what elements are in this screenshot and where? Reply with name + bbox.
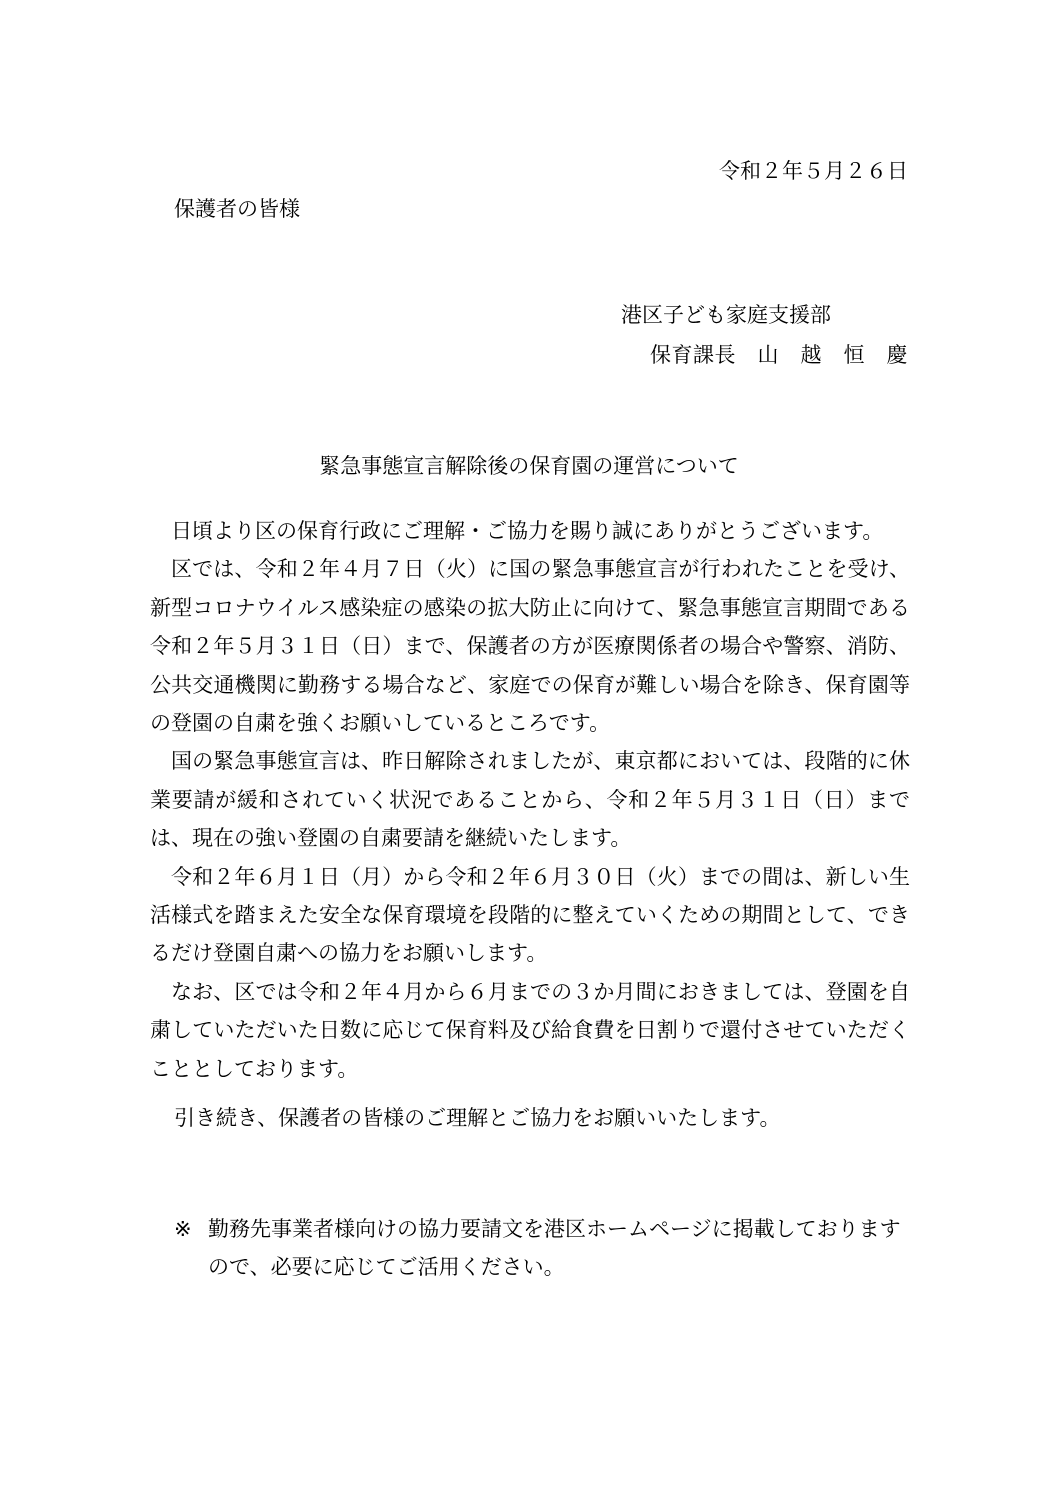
body-paragraph: 日頃より区の保育行政にご理解・ご協力を賜り誠にありがとうございます。: [171, 519, 884, 543]
body-paragraph: 国の緊急事態宣言は、昨日解除されましたが、東京都においては、段階的に休業要請が緩和されていく状況であることから、令和２年５月３１日（日）までは、現在の強い登園の自粛要請を継続いたします。: [150, 749, 910, 851]
body-paragraph: 区では、令和２年４月７日（火）に国の緊急事態宣言が行われたことを受け、新型コロナウイルス感染症の感染の拡大防止に向けて、緊急事態宣言期間である令和２年５月３１日（日）まで、保護者の方が医療関係者の場合や警察、消防、公共交通機関に勤務する場合など、家庭での保育が難しい場合を除き、保育園等の登園の自粛を強くお願いしているところです。: [150, 557, 910, 736]
addressee: 保護者の皆様: [174, 197, 300, 221]
closing-remark: 引き続き、保護者の皆様のご理解とご協力をお願いいたします。: [174, 1106, 781, 1130]
document-title: 緊急事態宣言解除後の保育園の運営について: [319, 454, 739, 478]
note-text: 勤務先事業者様向けの協力要請文を港区ホームページに掲載しておりますので、必要に応じてご活用ください。: [208, 1217, 901, 1280]
document-date: 令和２年５月２６日: [719, 159, 908, 183]
sender-official: 保育課長 山 越 恒 慶: [650, 343, 908, 367]
note-mark: ※: [174, 1217, 192, 1241]
note: [174, 1210, 910, 1287]
document-body: [150, 512, 910, 1088]
body-paragraph: 令和２年６月１日（月）から令和２年６月３０日（火）までの間は、新しい生活様式を踏まえた安全な保育環境を段階的に整えていくための期間として、できるだけ登園自粛への協力をお願いします。: [150, 864, 910, 966]
sender-department: 港区子ども家庭支援部: [621, 303, 831, 327]
body-paragraph: なお、区では令和２年４月から６月までの３か月間におきましては、登園を自粛していただいた日数に応じて保育料及び給食費を日割りで還付させていただくこととしております。: [150, 979, 910, 1081]
